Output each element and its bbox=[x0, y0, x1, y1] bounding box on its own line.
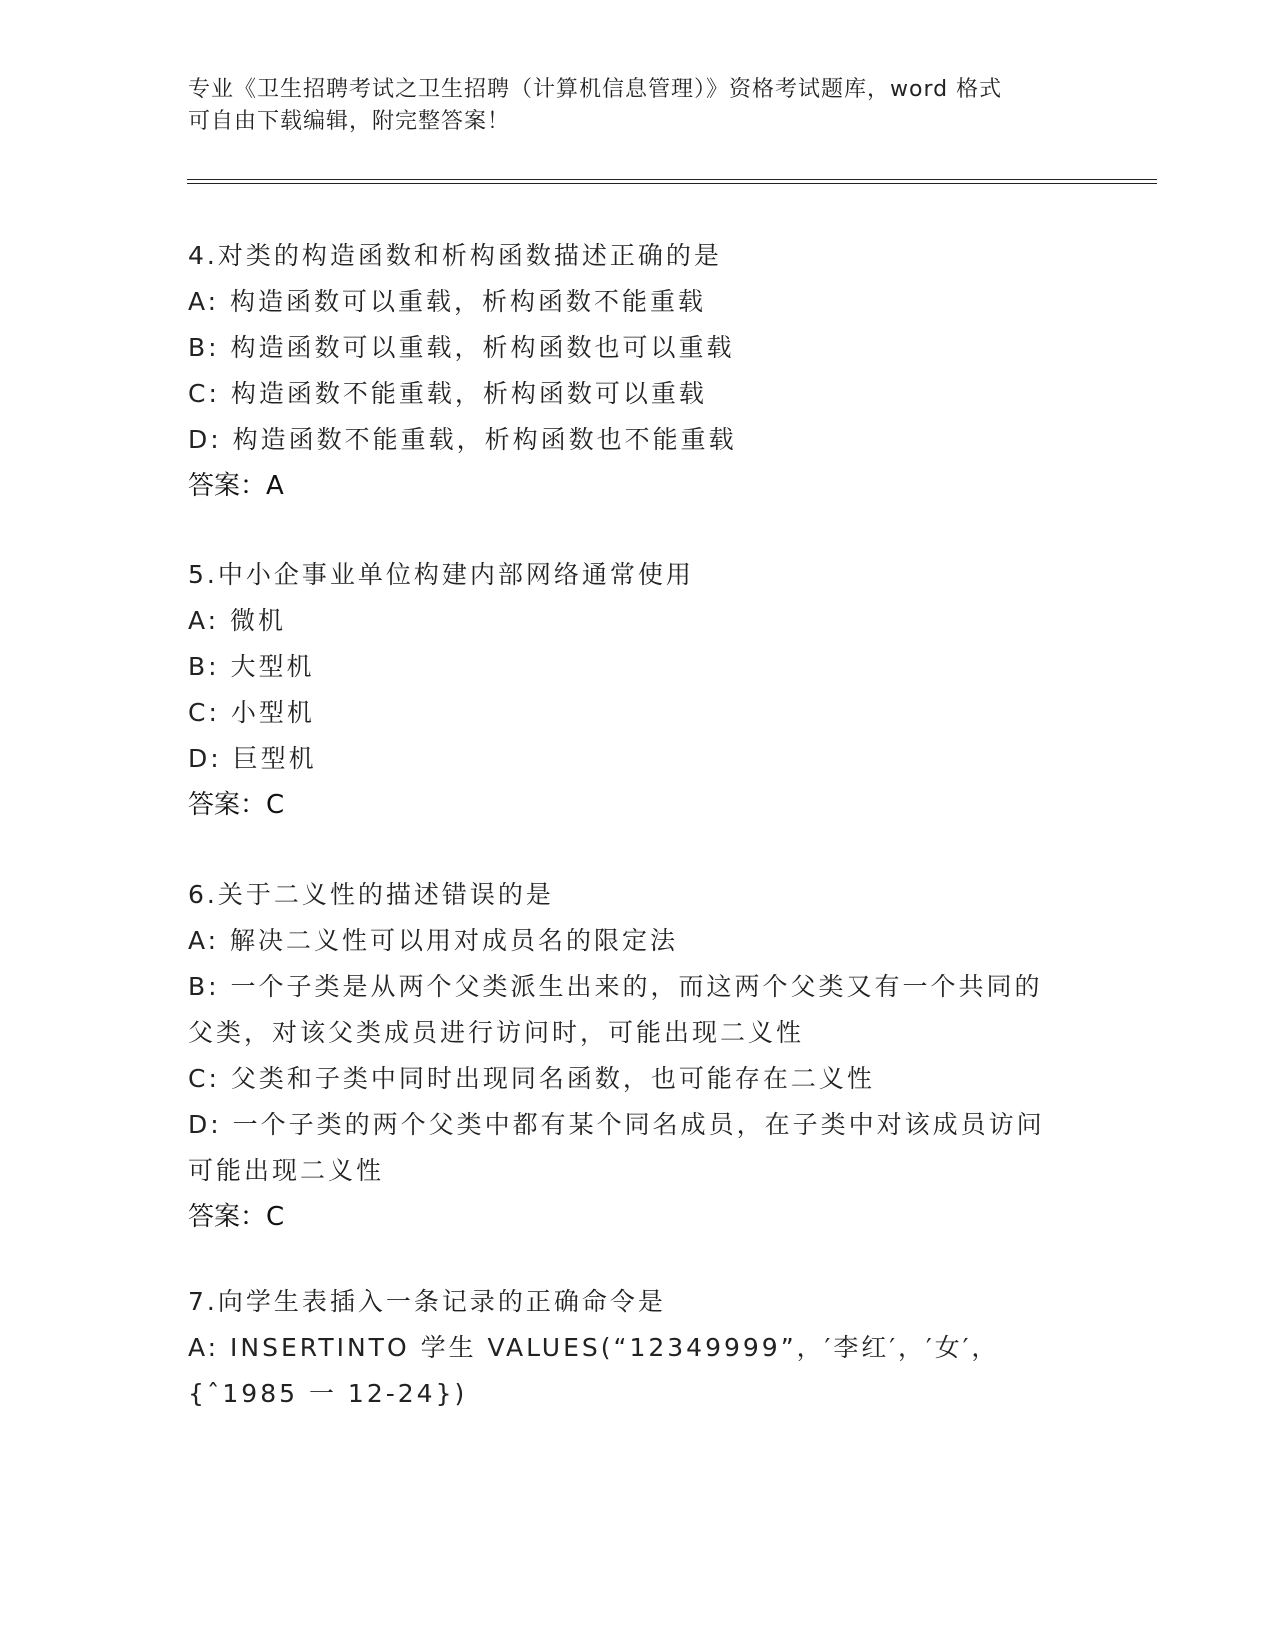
header-title-line-2: 可自由下载编辑，附完整答案！ bbox=[188, 109, 511, 134]
question-4 bbox=[188, 233, 1088, 509]
option-d: D: 构造函数不能重载，析构函数也不能重载 bbox=[188, 425, 737, 454]
question-stem: 4.对类的构造函数和析构函数描述正确的是 bbox=[188, 241, 722, 270]
header-title-line-1: 专业《卫生招聘考试之卫生招聘（计算机信息管理）》资格考试题库，word 格式 bbox=[188, 77, 1003, 102]
header-divider-top bbox=[187, 179, 1157, 180]
option-b-continued: 父类，对该父类成员进行访问时，可能出现二义性 bbox=[188, 1018, 805, 1047]
question-5 bbox=[188, 552, 1088, 828]
document-header bbox=[188, 74, 1088, 138]
option-d: D: 一个子类的两个父类中都有某个同名成员，在子类中对该成员访问 bbox=[188, 1110, 1045, 1139]
option-a: A: 构造函数可以重载，析构函数不能重载 bbox=[188, 287, 707, 316]
question-stem: 6.关于二义性的描述错误的是 bbox=[188, 880, 554, 909]
option-a-continued: {ˆ1985 一 12-24}) bbox=[188, 1379, 468, 1408]
question-7 bbox=[188, 1279, 1088, 1417]
option-a: A: 解决二义性可以用对成员名的限定法 bbox=[188, 926, 679, 955]
answer-line: 答案：C bbox=[188, 1202, 285, 1232]
question-stem: 7.向学生表插入一条记录的正确命令是 bbox=[188, 1287, 666, 1316]
question-6 bbox=[188, 872, 1088, 1240]
question-stem: 5.中小企事业单位构建内部网络通常使用 bbox=[188, 560, 694, 589]
option-c: C: 构造函数不能重载，析构函数可以重载 bbox=[188, 379, 707, 408]
option-d-continued: 可能出现二义性 bbox=[188, 1156, 385, 1185]
option-c: C: 父类和子类中同时出现同名函数，也可能存在二义性 bbox=[188, 1064, 875, 1093]
option-b: B: 一个子类是从两个父类派生出来的，而这两个父类又有一个共同的 bbox=[188, 972, 1043, 1001]
option-a: A: 微机 bbox=[188, 606, 287, 635]
option-d: D: 巨型机 bbox=[188, 744, 317, 773]
option-a: A: INSERTINTO 学生 VALUES(“12349999”，′李红′，′女′， bbox=[188, 1333, 1000, 1362]
header-divider-bottom bbox=[187, 183, 1157, 184]
option-b: B: 大型机 bbox=[188, 652, 315, 681]
answer-line: 答案：C bbox=[188, 790, 285, 820]
option-c: C: 小型机 bbox=[188, 698, 315, 727]
answer-line: 答案：A bbox=[188, 471, 284, 501]
option-b: B: 构造函数可以重载，析构函数也可以重载 bbox=[188, 333, 735, 362]
